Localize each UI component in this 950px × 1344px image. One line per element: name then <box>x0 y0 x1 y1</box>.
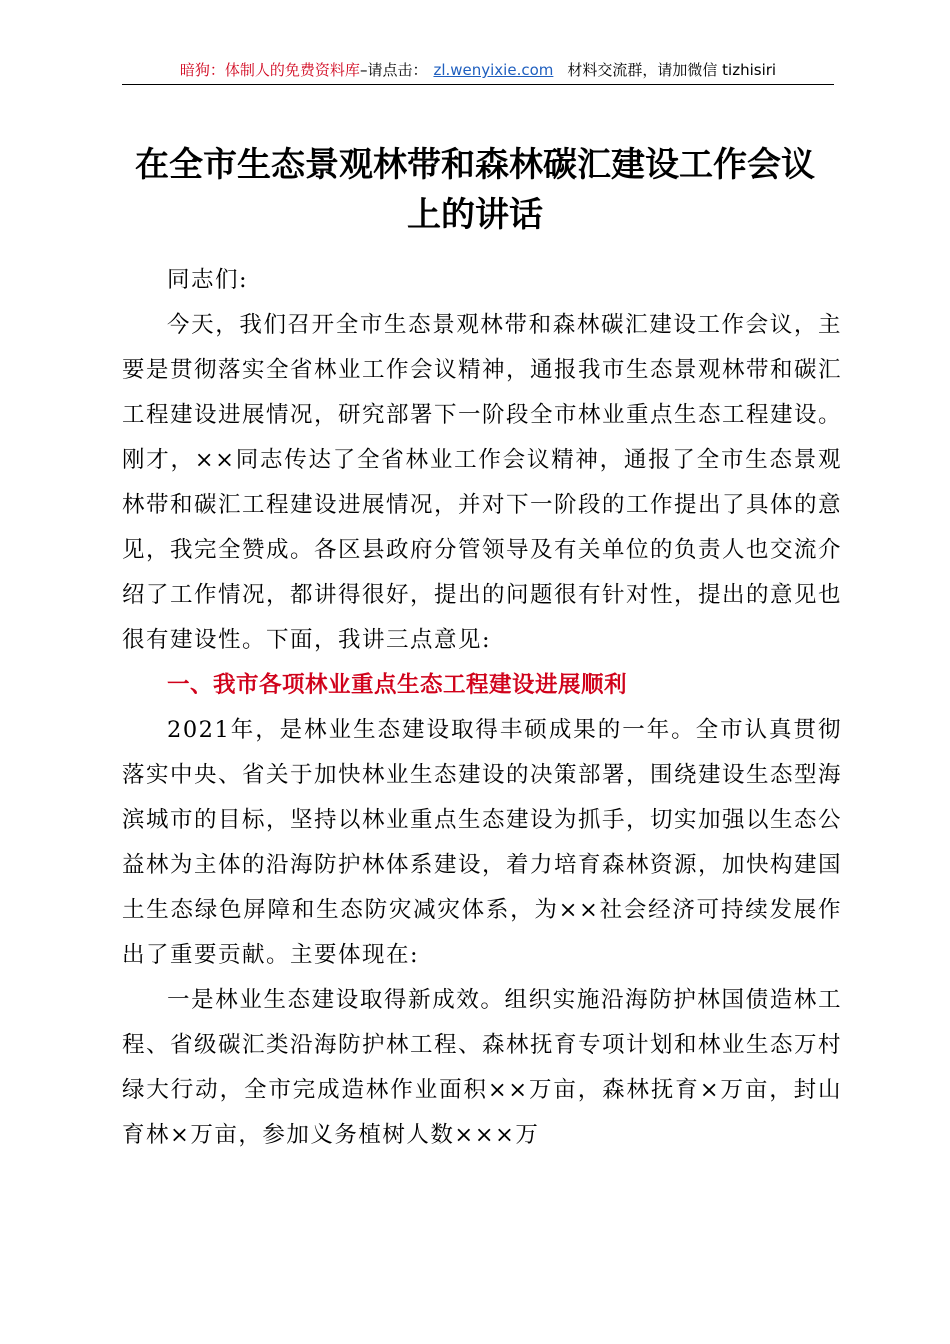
document-title <box>110 140 840 240</box>
paragraph-2021-summary: 2021年，是林业生态建设取得丰硕成果的一年。全市认真贯彻落实中央、省关于加快林业生态建设的决策部署，围绕建设生态型海滨城市的目标，坚持以林业重点生态建设为抓手，切实加强以生态公益林为主体的沿海防护林体系建设，着力培育森林资源，加快构建国土生态绿色屏障和生态防灾减灾体系，为××社会经济可持续发展作出了重要贡献。主要体现在: <box>122 717 843 968</box>
header-wechat-label: 材料交流群，请加微信 tizhisiri <box>567 61 777 79</box>
title-line-1: 在全市生态景观林带和森林碳汇建设工作会议 <box>135 145 815 185</box>
section-heading-1: 一、我市各项林业重点生态工程建设进展顺利 <box>167 672 628 698</box>
title-line-2: 上的讲话 <box>407 195 543 235</box>
header-link[interactable]: zl.wenyixie.com <box>433 61 554 79</box>
greeting: 同志们: <box>167 267 249 293</box>
header-source-label: 暗狗：体制人的免费资料库 <box>179 61 360 79</box>
paragraph-first-point: 一是林业生态建设取得新成效。组织实施沿海防护林国债造林工程、省级碳汇类沿海防护林工程、森林抚育专项计划和林业生态万村绿大行动，全市完成造林作业面积××万亩，森林抚育×万亩，封山育林×万亩，参加义务植树人数×××万 <box>122 987 843 1148</box>
page-header <box>122 58 834 85</box>
paragraph-intro: 今天，我们召开全市生态景观林带和森林碳汇建设工作会议，主要是贯彻落实全省林业工作会议精神，通报我市生态景观林带和碳汇工程建设进展情况，研究部署下一阶段全市林业重点生态工程建设。刚才，××同志传达了全省林业工作会议精神，通报了全市生态景观林带和碳汇工程建设进展情况，并对下一阶段的工作提出了具体的意见，我完全赞成。各区县政府分管领导及有关单位的负责人也交流介绍了工作情况，都讲得很好，提出的问题很有针对性，提出的意见也很有建设性。下面，我讲三点意见: <box>122 312 843 653</box>
document-body <box>122 258 842 1158</box>
header-click-label: –请点击： <box>359 61 428 79</box>
